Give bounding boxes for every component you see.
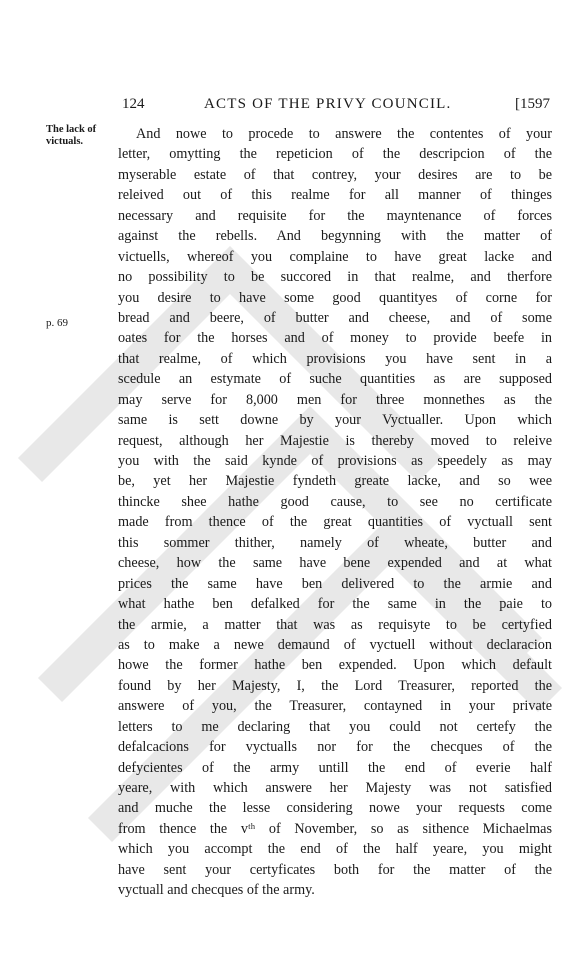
text-line: thincke shee hathe good cause, to see no certificate	[118, 493, 552, 510]
text-line: oates for the horses and of money to provide beefe in	[118, 330, 552, 347]
text-line: myserable estate of that contrey, your desires are to be	[118, 166, 552, 183]
text-line: from thence the vᵗʰ of November, so as sithence Michaelmas	[118, 820, 552, 837]
page-number: 124	[122, 96, 145, 112]
text-line: no possibility to be succored in that realme, and therfore	[118, 269, 552, 286]
margin-page-reference: p. 69	[46, 317, 68, 329]
text-line: against the rebells. And begynning with the matter of	[118, 228, 552, 245]
text-line: be, yet her Majestie fyndeth greate lacke, and so wee	[118, 473, 552, 490]
text-line: request, although her Majestie is thereby moved to releive	[118, 432, 552, 449]
text-line: scedule an estymate of suche quantities as are supposed	[118, 371, 552, 388]
text-line: have sent your certyficates both for the matter of the	[118, 861, 552, 878]
text-line: victuells, whereof you complaine to have great lacke and	[118, 248, 552, 265]
text-line: that realme, of which provisions you have sent in a	[118, 350, 552, 367]
text-line: cheese, how the same have bene expended and at what	[118, 555, 552, 572]
text-line: this sommer thither, namely of wheate, butter and	[118, 534, 552, 551]
running-year: [1597	[515, 96, 550, 112]
text-line: you with the said kynde of provisions as speedely as may	[118, 453, 552, 469]
page-header	[118, 96, 550, 116]
text-line: howe the former hathe ben expended. Upon which default	[118, 657, 552, 674]
text-line: defalcacions for vyctualls nor for the checques of the	[118, 739, 552, 756]
text-line: And nowe to procede to answere the contentes of your	[136, 126, 552, 142]
body-text	[118, 124, 552, 901]
text-line: prices the same have ben delivered to the armie and	[118, 575, 552, 592]
text-line: letter, omytting the repeticion of the descripcion of the	[118, 146, 552, 163]
margin-note-lack-of-victuals: The lack of victuals.	[46, 124, 97, 147]
text-line: found by her Majesty, I, the Lord Treasurer, reported the	[118, 677, 552, 694]
text-line: and muche the lesse considering nowe your requests come	[118, 800, 552, 817]
text-line: same is sett downe by your Vyctualler. Upon which	[118, 412, 552, 429]
text-line: yeare, with which answere her Majesty was not satisfied	[118, 780, 552, 796]
text-line: which you accompt the end of the half yeare, you might	[118, 841, 552, 858]
text-line: vyctuall and checques of the army.	[118, 882, 315, 899]
text-line: releived out of this realme for all manner of thinges	[118, 187, 552, 204]
text-line: what hathe ben defalked for the same in the paie to	[118, 596, 552, 613]
text-line: bread and beere, of butter and cheese, and of some	[118, 309, 552, 326]
running-title: ACTS OF THE PRIVY COUNCIL.	[204, 96, 452, 112]
text-line: as to make a newe demaund of vyctuell without declaracion	[118, 636, 552, 653]
text-line: may serve for 8,000 men for three monnethes as the	[118, 391, 552, 408]
text-line: you desire to have some good quantityes of corne for	[118, 289, 552, 306]
text-line: made from thence of the great quantities of vyctuall sent	[118, 514, 552, 531]
text-line: defycientes of the army untill the end of everie half	[118, 759, 552, 776]
text-line: the armie, a matter that was as requisyte to be certyfied	[118, 616, 552, 633]
text-line: necessary and requisite for the mayntenance of forces	[118, 207, 552, 224]
text-line: letters to me declaring that you could not certefy the	[118, 718, 552, 735]
text-line: answere of you, the Treasurer, contayned in your private	[118, 698, 552, 715]
